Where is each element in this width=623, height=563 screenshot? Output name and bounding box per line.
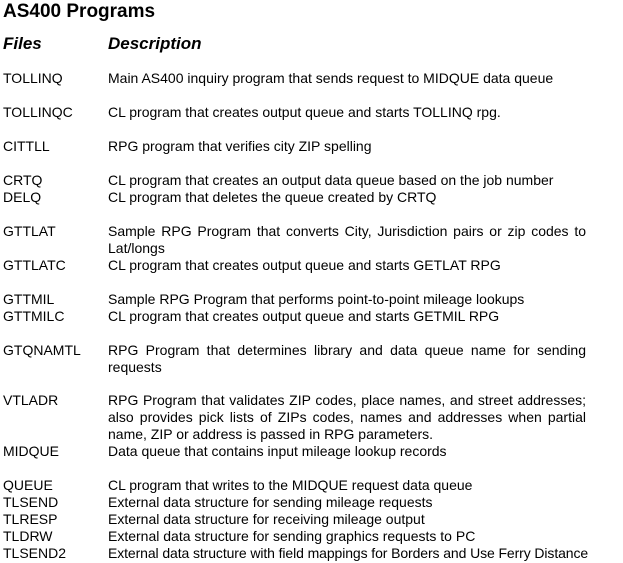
file-description: Main AS400 inquiry program that sends request to MIDQUE data queue (108, 70, 554, 86)
page-title: AS400 Programs (3, 1, 156, 22)
file-name: TOLLINQC (3, 104, 73, 120)
file-description: External data structure for sending graphics requests to PC (108, 528, 476, 544)
file-name: CITTLL (3, 138, 50, 154)
file-name: DELQ (3, 189, 42, 205)
files-column-header: Files (3, 34, 42, 53)
file-description: RPG Program that determines library and data queue name for sending requests (108, 342, 586, 375)
file-name: GTTLAT (3, 223, 56, 239)
file-description: CL program that writes to the MIDQUE request data queue (108, 477, 473, 493)
file-description: RPG Program that validates ZIP codes, place names, and street addresses; also provides pick lists of ZIPs codes, names and addresses when partial name, ZIP or address is passed in RPG parameters. (108, 392, 586, 442)
file-description: CL program that creates an output data queue based on the job number (108, 172, 554, 188)
file-name: GTQNAMTL (3, 342, 81, 358)
file-description: CL program that creates output queue and starts GETLAT RPG (108, 257, 501, 273)
file-description: Sample RPG Program that converts City, Jurisdiction pairs or zip codes to Lat/longs (108, 223, 586, 256)
file-description: External data structure with field mappings for Borders and Use Ferry Distance (108, 545, 589, 561)
file-description: External data structure for receiving mileage output (108, 511, 425, 527)
file-description: CL program that deletes the queue created by CRTQ (108, 189, 437, 205)
file-name: TLRESP (3, 511, 58, 527)
file-name: MIDQUE (3, 443, 59, 459)
file-name: QUEUE (3, 477, 53, 493)
file-name: GTTMILC (3, 308, 65, 324)
file-description: CL program that creates output queue and starts TOLLINQ rpg. (108, 104, 501, 120)
file-name: TLSEND (3, 494, 59, 510)
file-name: TOLLINQ (3, 70, 63, 86)
file-name: VTLADR (3, 392, 59, 408)
file-name: GTTLATC (3, 257, 66, 273)
file-description: External data structure for sending mileage requests (108, 494, 433, 510)
file-description: Data queue that contains input mileage lookup records (108, 443, 447, 459)
file-description: RPG program that verifies city ZIP spelling (108, 138, 372, 154)
description-column-header: Description (108, 34, 202, 53)
file-name: TLSEND2 (3, 545, 67, 561)
file-description: CL program that creates output queue and starts GETMIL RPG (108, 308, 500, 324)
file-description: Sample RPG Program that performs point-to-point mileage lookups (108, 291, 525, 307)
file-name: TLDRW (3, 528, 53, 544)
file-name: CRTQ (3, 172, 43, 188)
file-name: GTTMIL (3, 291, 55, 307)
